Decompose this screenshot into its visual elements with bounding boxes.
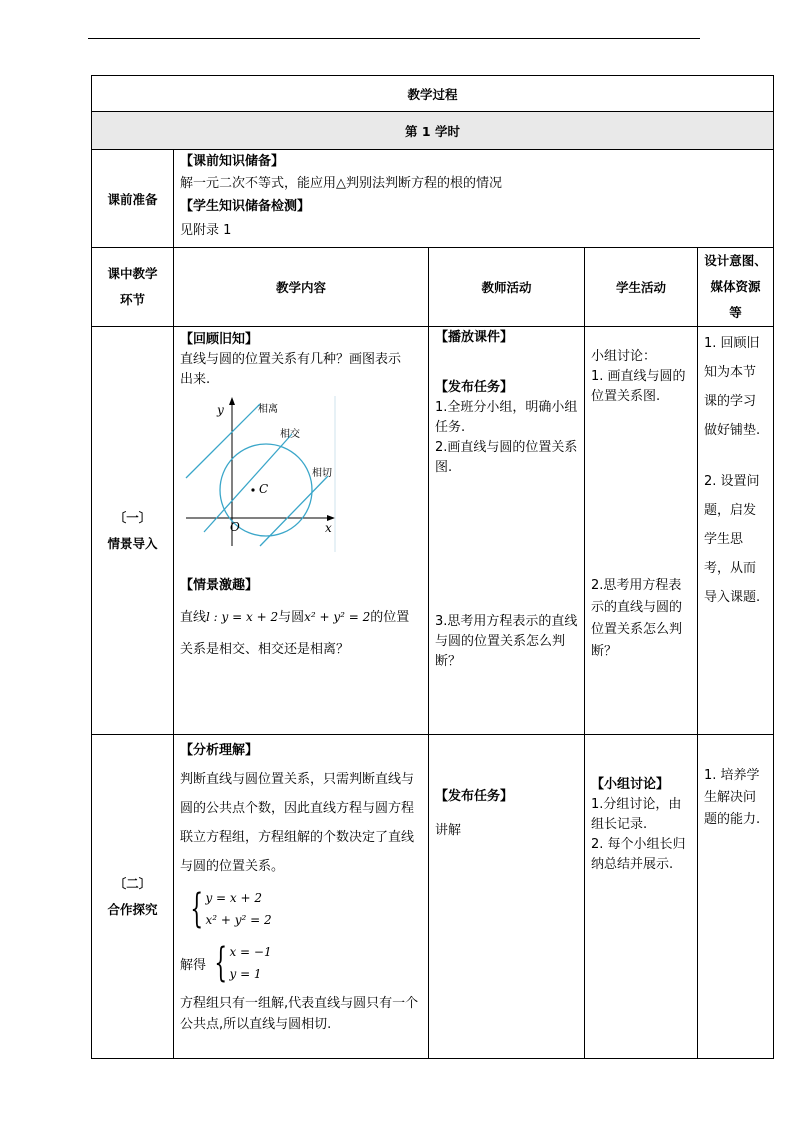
review-question-line2: 出来. xyxy=(180,372,211,387)
student2-heading: 【小组讨论】 xyxy=(591,777,670,792)
teacher1-play: 【播放课件】 xyxy=(435,330,514,345)
section1-student xyxy=(585,327,698,735)
student1-discuss: 小组讨论： xyxy=(591,349,657,364)
section1-design xyxy=(698,327,774,735)
label-o: O xyxy=(230,520,240,534)
system-brace: { xyxy=(190,886,204,932)
prep-heading-2: 【学生知识储备检测】 xyxy=(180,199,311,214)
prep-text-2: 见附录 1 xyxy=(180,223,232,238)
col-header-student: 学生活动 xyxy=(585,248,698,327)
line-intersect xyxy=(204,434,292,532)
col-header-design-a: 设计意图、 xyxy=(704,253,767,268)
design1-item1: 1. 回顾旧知为本节课的学习做好铺垫. xyxy=(704,336,761,438)
col-header-design-c: 等 xyxy=(729,305,742,320)
label-away: 相离 xyxy=(258,404,278,415)
design1-item2: 2. 设置问题，启发学生思考，从而导入课题. xyxy=(704,474,761,605)
label-c: C xyxy=(259,482,269,496)
table-title: 教学过程 xyxy=(92,76,774,112)
system-eq1: y = x + 2 xyxy=(205,891,263,905)
prep-text-1: 解一元二次不等式，能应用△判别法判断方程的根的情况 xyxy=(180,176,502,191)
analysis-heading: 【分析理解】 xyxy=(180,743,259,758)
teacher1-step3: 3.思考用方程表示的直线与圆的位置关系怎么判断？ xyxy=(435,614,578,669)
scene-line-eq: l : y = x + 2 xyxy=(206,610,279,624)
scene-heading: 【情景激趣】 xyxy=(180,578,259,593)
scene-text-3: 的位置 xyxy=(370,610,410,625)
solution-label: 解得 xyxy=(180,957,207,973)
system-eq2: x² + y² = 2 xyxy=(205,913,272,927)
header-rule xyxy=(88,38,700,39)
label-tangent: 相切 xyxy=(312,468,332,479)
teacher1-step1: 1.全班分小组，明确小组任务. xyxy=(435,400,578,435)
solution-brace: { xyxy=(214,940,228,986)
section1-label-b: 情景导入 xyxy=(107,535,158,551)
scene-text-2: 与圆 xyxy=(278,610,305,625)
label-intersect: 相交 xyxy=(280,429,300,440)
teacher2-task: 【发布任务】 xyxy=(435,789,514,804)
teacher1-task: 【发布任务】 xyxy=(435,380,514,395)
lesson-table xyxy=(91,75,774,1059)
y-axis-arrow xyxy=(229,397,235,405)
section2-content xyxy=(174,735,429,1059)
scene-question-line2: 关系是相交、相交还是相离？ xyxy=(180,642,350,657)
review-heading: 【回顾旧知】 xyxy=(180,332,259,347)
col-header-stage-b: 环节 xyxy=(119,292,145,307)
prep-label: 课前准备 xyxy=(92,150,174,248)
scene-text-1: 直线 xyxy=(180,610,207,625)
line-circle-figure xyxy=(182,394,342,554)
solution-y: y = 1 xyxy=(229,967,262,981)
col-header-stage xyxy=(92,248,174,327)
col-header-content: 教学内容 xyxy=(174,248,429,327)
col-header-design xyxy=(698,248,774,327)
solution-x: x = −1 xyxy=(229,945,272,959)
section2-student xyxy=(585,735,698,1059)
section2-design xyxy=(698,735,774,1059)
period-row: 第 1 学时 xyxy=(92,112,774,150)
center-point xyxy=(251,488,254,491)
section1-label-a: 〔一〕 xyxy=(113,509,152,525)
solution-system xyxy=(180,941,422,985)
label-x: x xyxy=(325,521,332,535)
section2-label xyxy=(92,735,174,1059)
scene-circle-eq: x² + y² = 2 xyxy=(304,610,371,624)
student2-step2: 2. 每个小组长归纳总结并展示. xyxy=(591,837,686,872)
col-header-teacher: 教师活动 xyxy=(429,248,585,327)
student1-step2: 2.思考用方程表示的直线与圆的位置关系怎么判断？ xyxy=(591,578,683,659)
col-header-design-b: 媒体资源 xyxy=(710,279,761,294)
section2-label-a: 〔二〕 xyxy=(113,875,152,891)
col-header-stage-a: 课中教学 xyxy=(107,266,158,281)
scene-question-line1 xyxy=(180,604,422,631)
student1-step1: 1. 画直线与圆的位置关系图. xyxy=(591,369,686,404)
conclusion-text: 方程组只有一组解,代表直线与圆只有一个公共点,所以直线与圆相切. xyxy=(180,996,419,1032)
design2-item1: 1. 培养学生解决问题的能力. xyxy=(704,768,761,827)
section2-label-b: 合作探究 xyxy=(107,901,158,917)
section1-label xyxy=(92,327,174,735)
section1-content xyxy=(174,327,429,735)
label-y: y xyxy=(217,403,224,417)
prep-heading-1: 【课前知识储备】 xyxy=(180,154,285,169)
equation-system xyxy=(184,887,422,931)
teacher2-explain: 讲解 xyxy=(435,823,462,838)
section1-teacher xyxy=(429,327,585,735)
student2-step1: 1.分组讨论，由组长记录. xyxy=(591,797,682,832)
prep-cell xyxy=(174,150,774,248)
analysis-text: 判断直线与圆位置关系，只需判断直线与圆的公共点个数，因此直线方程与圆方程联立方程组，方程组解的个数决定了直线与圆的位置关系。 xyxy=(180,772,415,874)
line-tangent xyxy=(260,476,328,546)
review-question-line1: 直线与圆的位置关系有几种？画图表示 xyxy=(180,352,402,367)
section2-teacher xyxy=(429,735,585,1059)
teacher1-step2: 2.画直线与圆的位置关系图. xyxy=(435,440,578,475)
